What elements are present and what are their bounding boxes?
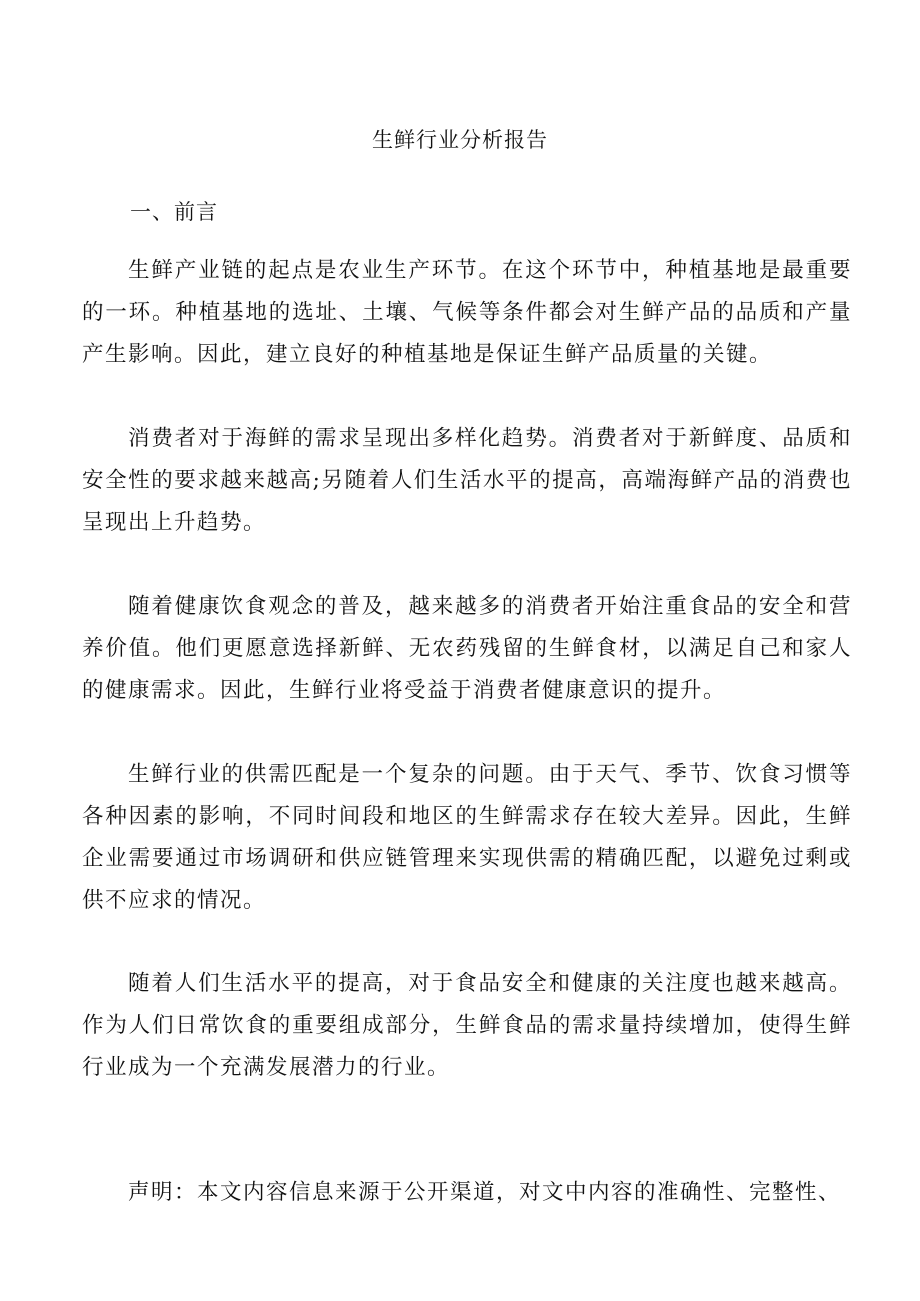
paragraph-4: 生鲜行业的供需匹配是一个复杂的问题。由于天气、季节、饮食习惯等各种因素的影响，不同时间段和地区的生鲜需求存在较大差异。因此，生鲜企业需要通过市场调研和供应链管理来实现供需的精确匹配，以避免过剩或供不应求的情况。 — [82, 762, 852, 913]
disclaimer-paragraph: 声明：本文内容信息来源于公开渠道，对文中内容的准确性、完整性、 — [128, 1180, 842, 1205]
document-title: 生鲜行业分析报告 — [372, 128, 548, 152]
paragraph-2: 消费者对于海鲜的需求呈现出多样化趋势。消费者对于新鲜度、品质和安全性的要求越来越高;另随着人们生活水平的提高，高端海鲜产品的消费也呈现出上升趋势。 — [82, 426, 852, 535]
section-heading: 一、前言 — [130, 200, 218, 224]
paragraph-1: 生鲜产业链的起点是农业生产环节。在这个环节中，种植基地是最重要的一环。种植基地的选址、土壤、气候等条件都会对生鲜产品的品质和产量产生影响。因此，建立良好的种植基地是保证生鲜产品质量的关键。 — [82, 258, 852, 367]
paragraph-5: 随着人们生活水平的提高，对于食品安全和健康的关注度也越来越高。作为人们日常饮食的重要组成部分，生鲜食品的需求量持续增加，使得生鲜行业成为一个充满发展潜力的行业。 — [82, 971, 852, 1080]
paragraph-3: 随着健康饮食观念的普及，越来越多的消费者开始注重食品的安全和营养价值。他们更愿意选择新鲜、无农药残留的生鲜食材，以满足自己和家人的健康需求。因此，生鲜行业将受益于消费者健康意识的提升。 — [82, 594, 852, 703]
